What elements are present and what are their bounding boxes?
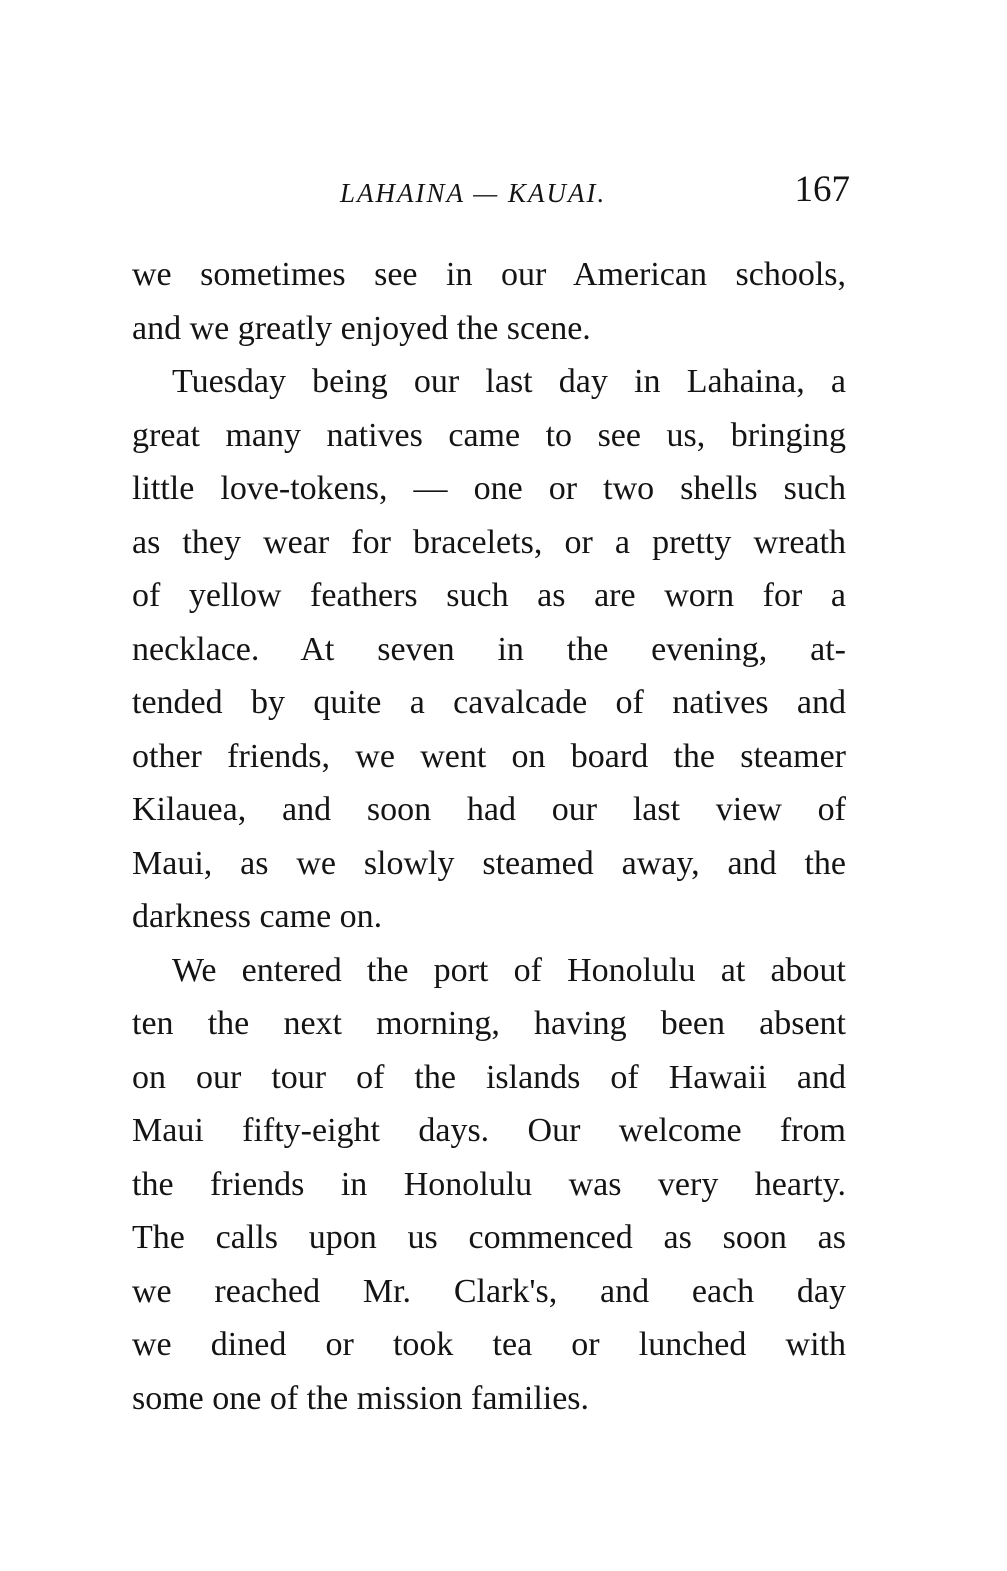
text-line: tended by quite a cavalcade of natives and (132, 684, 846, 721)
text-line: necklace. At seven in the evening, at- (132, 630, 846, 668)
text-line: as they wear for bracelets, or a pretty wreath (132, 523, 846, 561)
text-line: great many natives came to see us, bringing (132, 416, 846, 454)
text-line: we dined or took tea or lunched with (132, 1326, 846, 1363)
page-header (340, 168, 850, 218)
text-line: The calls upon us commenced as soon as (132, 1219, 846, 1256)
text-line: we sometimes see in our American schools, (132, 256, 846, 293)
text-line: ten the next morning, having been absent (132, 1005, 846, 1042)
page-number: 167 (794, 169, 850, 210)
text-line: we reached Mr. Clark's, and each day (132, 1272, 846, 1310)
text-line: other friends, we went on board the steamer (132, 737, 846, 775)
text-line: Kilauea, and soon had our last view of (132, 791, 846, 828)
text-line: of yellow feathers such as are worn for a (132, 577, 846, 614)
paragraph (132, 355, 846, 944)
text-line: Tuesday being our last day in Lahaina, a (172, 363, 846, 400)
text-line: We entered the port of Honolulu at about (172, 951, 846, 989)
body-text (132, 248, 846, 1425)
text-line: some one of the mission families. (132, 1379, 590, 1417)
running-title: LAHAINA — KAUAI. (340, 178, 607, 208)
text-line: on our tour of the islands of Hawaii and (132, 1058, 846, 1096)
paragraph (132, 944, 846, 1426)
text-line: Maui, as we slowly steamed away, and the (132, 844, 846, 882)
paragraph (132, 248, 846, 355)
text-line: Maui fifty-eight days. Our welcome from (132, 1112, 846, 1149)
text-line: and we greatly enjoyed the scene. (132, 309, 591, 347)
text-line: the friends in Honolulu was very hearty. (132, 1165, 846, 1203)
text-line: little love-tokens, — one or two shells such (132, 470, 846, 507)
text-line: darkness came on. (132, 898, 383, 935)
